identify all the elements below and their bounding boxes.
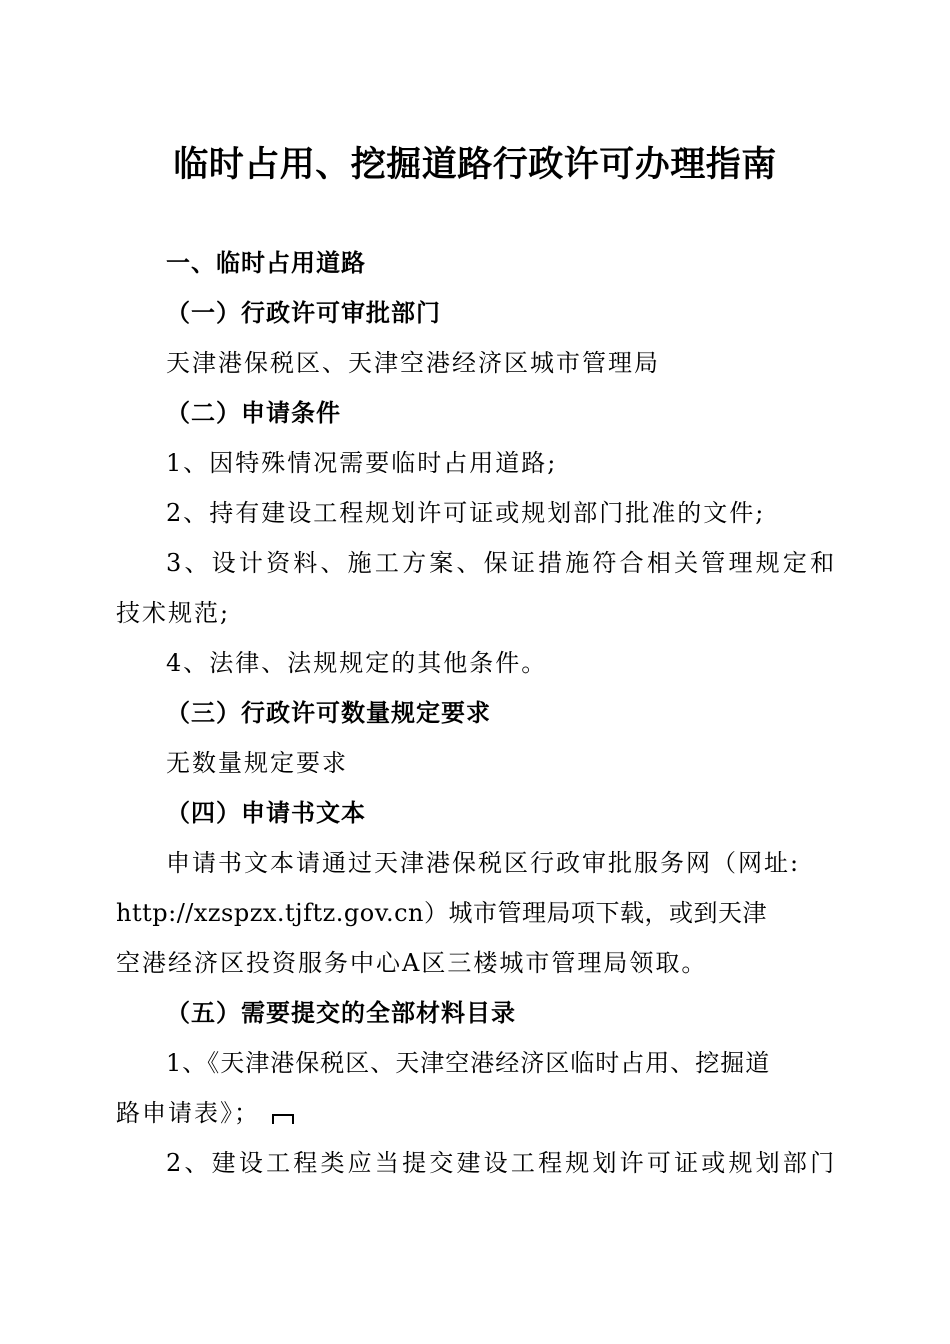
section-heading-1: 一、临时占用道路 (166, 249, 366, 277)
application-text-line-3: 空港经济区投资服务中心A区三楼城市管理局领取。 (116, 949, 708, 977)
material-item-1-line-2 (116, 1096, 294, 1130)
condition-item-4: 4、法律、法规规定的其他条件。 (166, 649, 548, 677)
subsection-heading-4: （四）申请书文本 (166, 799, 366, 827)
condition-item-3-line-2: 技术规范; (116, 599, 231, 627)
subsection-heading-3: （三）行政许可数量规定要求 (166, 699, 491, 727)
application-text-line-1: 申请书文本请通过天津港保税区行政审批服务网（网址: (166, 849, 801, 877)
application-text-line-2: http://xzspzx.tjftz.gov.cn）城市管理局项下载，或到天津 (116, 899, 767, 927)
approval-department-text: 天津港保税区、天津空港经济区城市管理局 (166, 349, 660, 377)
document-title: 临时占用、挖掘道路行政许可办理指南 (173, 145, 777, 185)
condition-item-1: 1、因特殊情况需要临时占用道路; (166, 449, 558, 477)
subsection-heading-1: （一）行政许可审批部门 (166, 299, 441, 327)
quantity-requirement-text: 无数量规定要求 (166, 749, 348, 777)
material-item-1-line-2-text: 路申请表》； (116, 1099, 260, 1127)
subsection-heading-2: （二）申请条件 (166, 399, 341, 427)
text-cursor-mark (272, 1114, 294, 1124)
condition-item-2: 2、持有建设工程规划许可证或规划部门批准的文件; (166, 499, 766, 527)
subsection-heading-5: （五）需要提交的全部材料目录 (166, 999, 516, 1027)
material-item-1-line-1: 1、《天津港保税区、天津空港经济区临时占用、挖掘道 (166, 1049, 771, 1077)
material-item-2-line-1: 2、建设工程类应当提交建设工程规划许可证或规划部门 (166, 1149, 838, 1177)
condition-item-3-line-1: 3、设计资料、施工方案、保证措施符合相关管理规定和 (166, 549, 838, 577)
